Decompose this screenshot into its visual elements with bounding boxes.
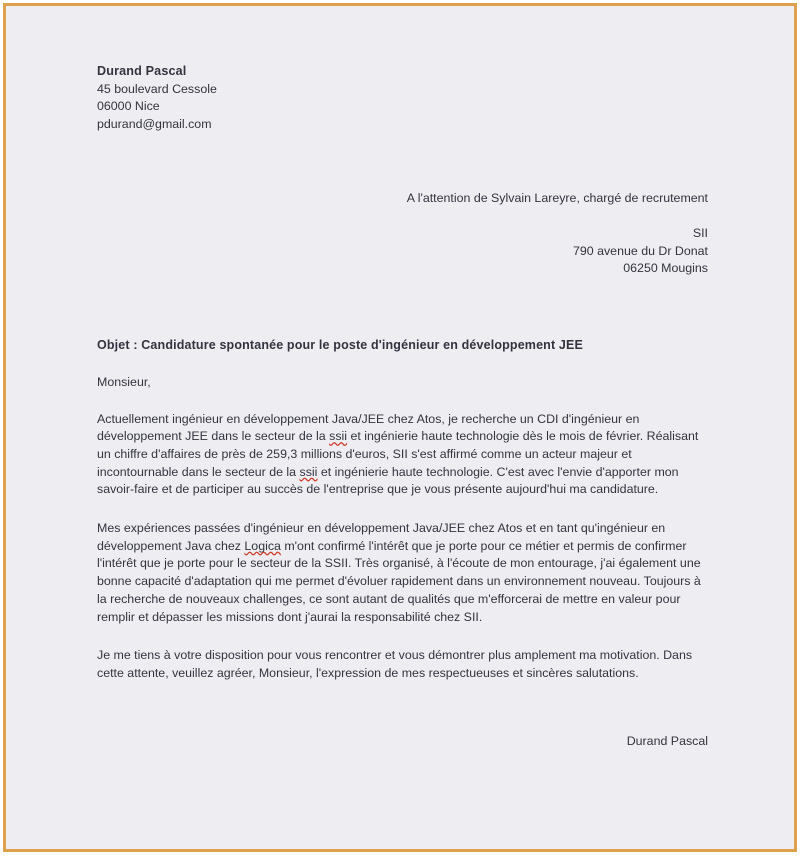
signature: Durand Pascal (626, 733, 708, 748)
body-paragraph-1 (97, 411, 708, 500)
salutation: Monsieur, (97, 374, 151, 389)
sender-street: 45 boulevard Cessole (97, 81, 217, 96)
sender-email: pdurand@gmail.com (97, 116, 212, 131)
body-paragraph-3: Je me tiens à votre disposition pour vous rencontrer et vous démontrer plus amplement ma motivation. Dans cette attente, veuillez agréer, Monsieur, l'expression de mes respectueuses et sincères salutations. (97, 648, 693, 680)
recipient-street: 790 avenue du Dr Donat (572, 243, 708, 258)
sender-city: 06000 Nice (97, 99, 160, 113)
recipient-address-block (97, 225, 708, 278)
paragraph-1-segment-b: et ingénierie haute technologie dès le mois de février. Réalisant un chiffre d'affaires de près de 259,3 millions d'euros, SII s'est affirmé comme un acteur majeur et incontournable dans le secteur de la (97, 429, 699, 479)
sender-name: Durand Pascal (97, 64, 187, 78)
paragraph-2-segment-a: Mes expériences passées d'ingénieur en développement Java/JEE chez Atos et en tant qu'ingénieur en développement Java chez (97, 521, 666, 553)
document-sheet (6, 6, 794, 849)
spellcheck-word-ssii-1: ssii (329, 429, 348, 444)
recipient-city: 06250 Mougins (623, 261, 708, 275)
paragraph-1-segment-c: et ingénierie haute technologie. C'est avec l'envie d'apporter mon savoir-faire et de participer au succès de l'entreprise que je vous présente aujourd'hui ma candidature. (97, 464, 679, 497)
paragraph-1-segment-a: Actuellement ingénieur en développement Java/JEE chez Atos, je recherche un CDI d'ingénieur en développement JEE dans le secteur de la (97, 411, 640, 444)
paragraph-2-segment-b: m'ont confirmé l'intérêt que je porte pour ce métier et permis de confirmer l'intérêt que je porte pour le secteur de la SSII. Très organisé, à l'écoute de mon entourage, j'ai également une bonne capacité d'adaptation qui me permet d'évoluer rapidement dans un environnement nouveau. Toujours à la recherche de nouveaux challenges, ce sont autant de qualités que m'efforcerai de mettre en valeur pour remplir et dépasser les missions dont j'aurai la responsabilité chez SII. (97, 538, 701, 624)
recipient-company: SII (692, 226, 708, 240)
subject-line: Objet : Candidature spontanée pour le poste d'ingénieur en développement JEE (97, 337, 583, 352)
spellcheck-word-ssii-2: ssii (299, 464, 318, 479)
recipient-attention-line: A l'attention de Sylvain Lareyre, chargé de recrutement (406, 191, 708, 205)
page-frame (3, 3, 797, 852)
letter-content (97, 63, 708, 750)
sender-address-block (97, 63, 708, 133)
body-paragraph-2 (97, 520, 708, 626)
spellcheck-word-logica: Logica (244, 538, 281, 553)
